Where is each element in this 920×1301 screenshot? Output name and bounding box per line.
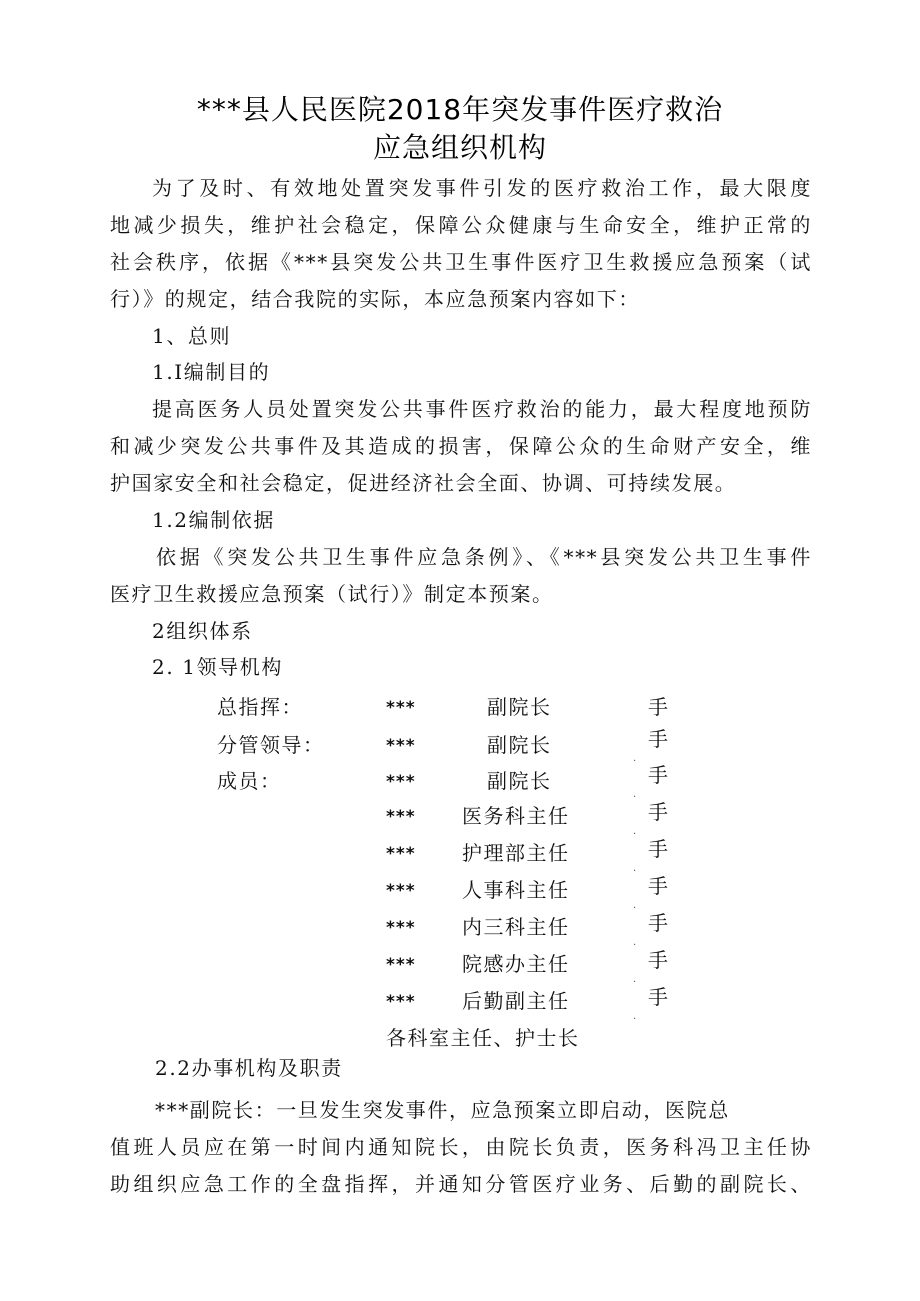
roster-hand: 手 [648, 948, 670, 972]
body-line: 助组织应急工作的全盘指挥，并通知分管医疗业务、后勤的副院长、 [110, 1172, 812, 1196]
roster-hand: 手 [648, 985, 670, 1009]
roster-name: *** [386, 955, 416, 975]
intro-line: 地减少损失，维护社会稳定，保障公众健康与生命安全，维护正常的 [110, 213, 812, 237]
roster-hand: 手 [648, 763, 670, 787]
roster-hand: 手 [648, 727, 670, 751]
scan-mark: · [633, 792, 637, 803]
scan-mark: · [633, 903, 637, 914]
roster-title: 后勤副主任 [462, 989, 570, 1013]
roster-title: 院感办主任 [462, 952, 570, 976]
roster-hand: 手 [648, 911, 670, 935]
section-heading: 2组织体系 [152, 619, 253, 643]
section-heading: 1、总则 [152, 324, 232, 348]
roster-title: 副院长 [487, 695, 552, 719]
intro-line: 行）》的规定，结合我院的实际，本应急预案内容如下： [110, 287, 640, 311]
roster-name: *** [386, 918, 416, 938]
body-line: 值班人员应在第一时间内通知院长，由院长负责，医务科冯卫主任协 [110, 1135, 812, 1159]
body-line [155, 1096, 795, 1126]
roster-hand: 手 [648, 874, 670, 898]
body-line-text: ***副院长：一旦发生突发事件，应急预案立即启动，医院总 [155, 1098, 730, 1122]
roster-role: 分管领导： [217, 733, 325, 757]
roster-name: *** [386, 881, 416, 901]
document-title-line2: 应急组织机构 [372, 131, 547, 164]
scan-mark: · [633, 866, 637, 877]
roster-hand: 手 [648, 800, 670, 824]
roster-hand: 手 [648, 695, 670, 719]
roster-title: 医务科主任 [462, 804, 570, 828]
roster-hand: 手 [648, 837, 670, 861]
roster-title: 护理部主任 [462, 841, 570, 865]
body-line: 和减少突发公共事件及其造成的损害，保障公众的生命财产安全，维 [110, 434, 812, 458]
roster-tail: 各科室主任、护士长 [386, 1026, 580, 1050]
roster-name: *** [386, 807, 416, 827]
document-title-line1: ***县人民医院2018年突发事件医疗救治 [196, 93, 724, 126]
body-line: 依据《突发公共卫生事件应急条例》、《***县突发公共卫生事件 [156, 545, 812, 569]
scan-mark: · [633, 977, 637, 988]
scan-mark: · [633, 1014, 637, 1025]
body-line: 提高医务人员处置突发公共事件医疗救治的能力，最大程度地预防 [152, 397, 812, 421]
subsection-heading: 1.I编制目的 [152, 360, 271, 384]
intro-line: 社会秩序，依据《***县突发公共卫生事件医疗卫生救援应急预案（试 [110, 250, 812, 274]
roster-title: 副院长 [487, 733, 552, 757]
roster-title: 副院长 [487, 769, 552, 793]
intro-line: 为了及时、有效地处置突发事件引发的医疗救治工作，最大限度 [152, 176, 812, 200]
roster-name: *** [386, 992, 416, 1012]
roster-name: *** [386, 772, 416, 792]
roster-title: 内三科主任 [462, 915, 570, 939]
scan-mark: · [633, 756, 637, 767]
roster-role: 总指挥： [217, 695, 303, 719]
subsection-heading: 1.2编制依据 [152, 508, 276, 532]
roster-name: *** [386, 698, 416, 718]
subsection-heading: 2.2办事机构及职责 [155, 1056, 343, 1080]
body-line: 医疗卫生救援应急预案（试行）》制定本预案。 [110, 582, 554, 606]
roster-name: *** [386, 736, 416, 756]
roster-name: *** [386, 844, 416, 864]
roster-title: 人事科主任 [462, 878, 570, 902]
body-line: 护国家安全和社会稳定，促进经济社会全面、协调、可持续发展。 [110, 471, 737, 495]
scan-mark: · [633, 940, 637, 951]
subsection-heading: 2. 1领导机构 [152, 655, 283, 679]
roster-role: 成员： [217, 769, 282, 793]
scan-mark: · [633, 829, 637, 840]
